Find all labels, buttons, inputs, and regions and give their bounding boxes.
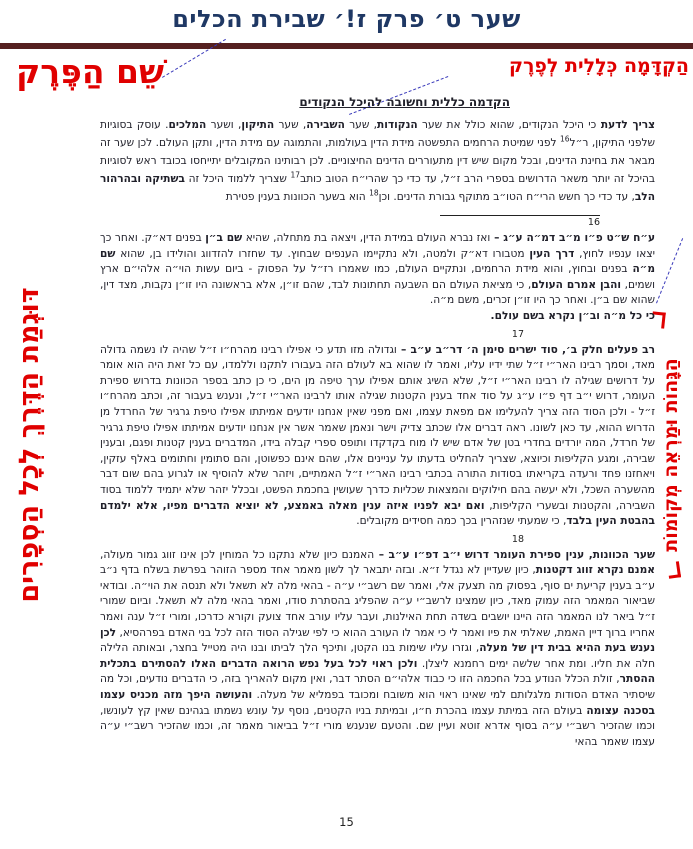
footnote-17 <box>100 329 655 530</box>
intro-annotation-label: הַקְדָּמָה כְּלָלִית לְפֶרֶק <box>509 55 689 77</box>
chapter-name-annotation-label: שֵׁם הַפֶּרֶק <box>16 52 165 91</box>
text-column <box>100 95 655 750</box>
page-title: שער ט׳ פרק ז!׳ שבירת הכלים <box>172 5 521 33</box>
footnote-16 <box>100 215 655 325</box>
footnote-number: 18 <box>511 533 524 545</box>
left-margin-annotation-label: דּוּגְמַת הַדֶּרֶךְ לְכָל הַסְפָרִים <box>14 287 45 603</box>
footnote-text: שער הכוונות, ענין ספירת העומר דרוש י״ב דפ״ו ע״ב – האמנם כיון שלא נתקנו כל המוחין לכן אינו זווג גמור מעולה, אמנם נקרא זווג דקטנות, כיון שעדיין לא נגדל ז״א. ובזה יתבאר לך לשון מאמר אחד מספר הזוהר בפרשת בשלח בדף נ״ב ע״ב בענין קריעת ים סוף, בפסוק מה תצעק אלי, ואמר שם רשב״י ע״ה - בהאי מלה לא תשאל ולא תנסה את הוי״ה. ובודאי שביאור המאמר הזה עמוק מאד, כיון שמצינו לרשב״י ע״ה שהפליג בהסתרת סודו, ואמר בהאי מלה לא תשאל. וביום שמורי ז״ל ביאר לנו המאמר הזה היינו יושבים בשדה תחת האילנות, ועבר עליו עורב אחד צועק וקורא כדרכו, ומורי ז״ל ענה ואמר אחריו ברוך דיין האמת, שאלתי את פיו ואמר לי כי אמר לו העורב ההוא כי לפי שגילה הסוד הזה לכל בני האדם בפרהסיא, לכן נענש בעת ההיא בבית דין של מעלה, וגזרו עליו שימות בנו הקטן, ותיכף הלך לביתו ובנו היה מטייל בחצר, ובאותה הלילה חלה את חליו. ומת אחר שלשה ימים רחמנא ליצלן. ולכן ראוי לכל בעל נפש הרואה הדברים האלו להסתירם בתכלית ההסתר, זולת הכלל הנודע בכל החכמה הזו כי כבוד אלהי״ם הסתר דבר, ואין מקום להאריך בזה, כי הדברים נודעים, וכל מה שיסתיר האדם הסודות מלגלותם למי שאינו ראוי הוא משובח ומכובד בפמליא של מעלה. והעושה היפך מזה מכניס עצמו בסכנה עצומה בעולם הזה במיתת עצמו בהכרת ח״ו, ובמיתת בניו הקטנים, נוסף על עונש נשמתו בגהינם שאין קץ לעונשו, וכמו שהזכיר רשב״י ע״ה בסוף אדרא זוטא ועיין שם. והטעם שנענש מורי ז״ל בביאור מאמר זה, וכמו שהזכיר רשב״י ע״ה עצמו שאמר בהאי <box>100 548 656 748</box>
red-pen-mark <box>667 561 681 579</box>
footnote-number: 16 <box>587 217 600 228</box>
footnote-text: רב פעלים חלק ב׳, סוד ישרים סימן ה׳ דר״ב ע״ב – וגדולה מזו תדע כי אפילו רבינו מהרח״ו ז״ל שהיה לו נשמה גדולה מאד, וסמך רבינו האר״י ז״ל שתי ידיו עליו, ואמר לו שהוא בא לעולם הזה בעבורו לתקנו וללמדו, עם כל זאת היה הוא אומר על דרושים שגילה לו רבינו האר״י ז״ל, שלא השיג אותם אפילו ערך טיפה מן הים, כי כן כתב בספר הכוונות בדרוש ספירת העומר, דרוש י״ב דף פ״ו ע״ג על סוד אחד בענין הקטנות שגילה אותו לרבינו האר״י ז״ל, ונענש בעבור זה, וכתב מהרח״ו ז״ל - ולכן הסוד הזה צריך להעלימו אם מפאת עצמו, ואם מפני שאין אנחנו יודעים אמיתתו אפילו טיפת גרגיר של החרדל מן הדרוש ההוא, עד כאן לשונו. ראה דברים אלו שכתב צדיק וישר ונאמן שאמר אשר אין אנחנו יודעים אמיתתו אפילו טיפת גרגיר של חרדל, המה יורדים בחדרי בטן של אדם שיש לו מוח בקדקדו ותופס ספרי קבלה בידו, המדברים בענין קטנות ופגם, ובענין שבירה, ומגע הקליפות וכיוצא, שצריך להחליט בדעתו על עניינים אלו, שהם אינם כפשוטן, והם סתומין וחתומים באלף עזקין, ויאחזנו פחד ורעדה בקריאתו בסודות התורה בכתבי רבינו האר״י ז״ל האמתיים, ויזהר שלא להוסיף או לגרוע בהם שום דבר מהשערה השכל, ולא יעשה בהם חילוקים והמצאות שכליות כדרך שעושין בחכמת הפשט, ובכלל יזהר שלא יתמיד ללמוד בסוד השבירה, והקטנות ובשערי הקליפות, ואם יבא לפניו איזה ענין מאלה באמצע, לא יוציא הדברים מפיו, אלא ילמדם בהבטת העין בלבד, כי שמעתי שנזהרין בכך כמה חסידים מקובלים. <box>100 343 655 528</box>
page-number: 15 <box>339 815 354 829</box>
title-divider-rule <box>0 43 693 49</box>
right-margin-annotation-label: הַגָּהוֹת וּמַרְאֵה מְקוֹמוֹת <box>660 358 682 552</box>
section-heading: הקדמה כללית וחשובה להיכל הנקודים <box>299 95 510 109</box>
connector-line-footnotes <box>656 238 683 303</box>
footnote-18 <box>100 534 655 751</box>
main-text-paragraph: צריך לדעת כי היכל הנקודים, שהוא כולל את שער הנקודות, שער השבירה, שער התיקון, ושער המלכים. עוסק בסוגיות שלפני התיקון, ר״ל$^{16}$ לפני שמיטת הרחמים התפשטה מידת הדין בעולמות, והתמוגה עם מידת הדין, ותקן העולם. לכן שער זה מבאר את בחינת הדינים, ובכל מקום שיש דין מתעוררים הדינים החיצוניים. לכן רבותינו המקובלים יתייחסו בכובד ראש לסוגיות בהיכל זה יותר משאר הדרושים בספרי הרב ז״ל, עד כדי כך שהרי״ח הטוב כותב$^{17}$ שצריך ללמוד היכל זה בשתיקה ובהרהור הלב, עד כדי כך חשש הרי״ח הטו״ב מתוקף גבורת הדינים. וכן$^{18}$ הוא בשער הכוונות בענין פטירת <box>100 119 655 203</box>
footnote-separator-rule <box>440 215 600 216</box>
footnote-number: 17 <box>511 328 524 340</box>
footnote-text: ע״ח ש״ט פ״ו מ״ב דמ״ה ע״ג – ואז נברא העולם במידת הדין, ויצאה בת מתחלה, שהיא שם ב״ן בפנים דא״ק. ואחר כך יצאו ענפיו לחוץ, דרך העין מטבורו דא״ק ולמטה, ולא נתקיימו הענפים שבחוץ. עד שחזרו להזדווג והולידו בן, שהוא שם מ״ה בפנים ובחוץ, והוא מידת הרחמים, ונתקיים העולם, כמו שאמרו רז״ל על הפסוק - ביום עשות הוי״ה אלהי״ם ארץ ושמים, והבן אמרם העולם, כי מציאת העולם הם השבעה תחתונות לבד, שהם זו״ן, אלא בראשונה היו זו״ן נקבות, מצד דין, שהוא שם ב״ן. ואחר כך היו זו״ן זכרים, משם מ״ה. כי כל מ״ה וב״ן נקרא בשם עולם. <box>100 232 655 322</box>
